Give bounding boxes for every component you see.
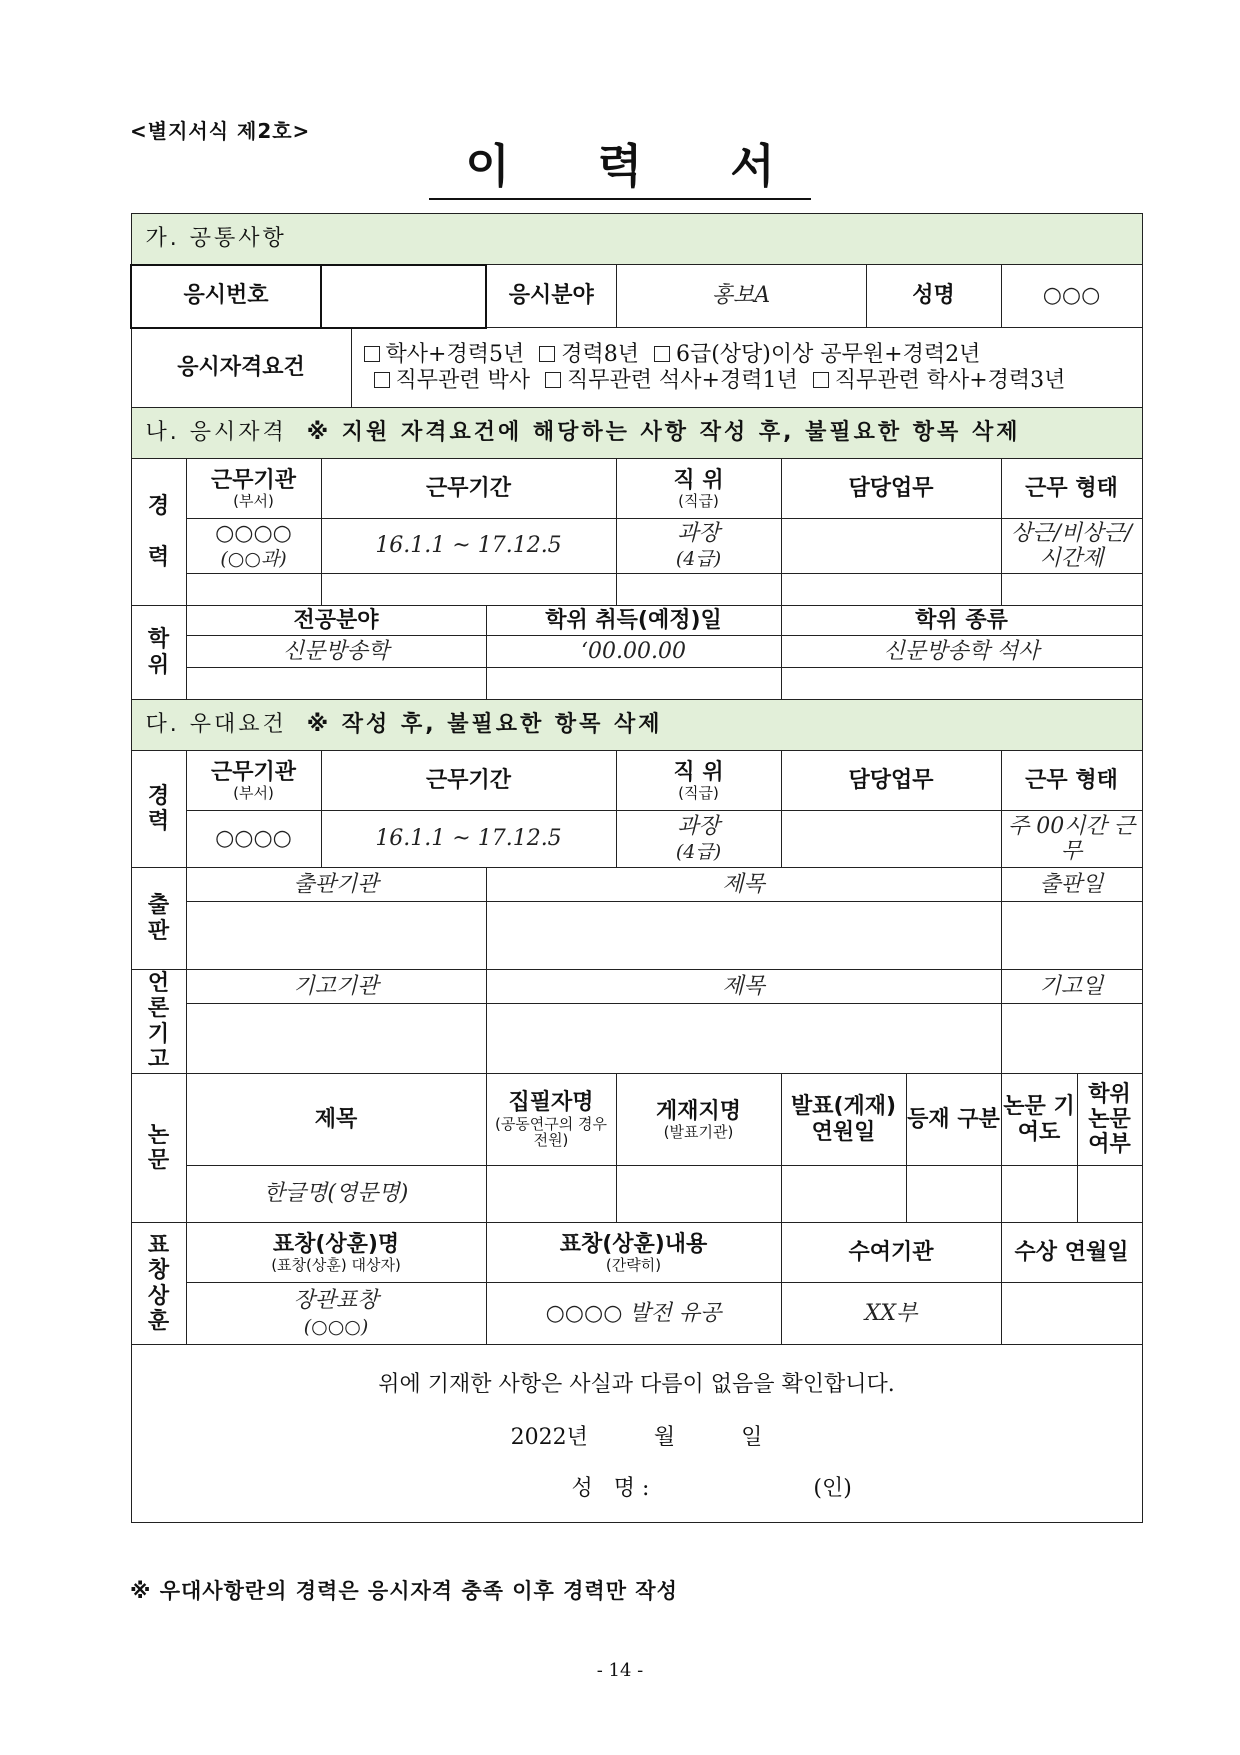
- empty-cell[interactable]: [906, 1166, 1001, 1223]
- col-position: 직 위 (직급): [616, 751, 781, 811]
- col-duty: 담당업무: [781, 751, 1001, 811]
- pref-career-example-position[interactable]: 과장 (4급): [616, 811, 781, 868]
- empty-cell[interactable]: [186, 574, 321, 606]
- col-org: 근무기관 (부서): [186, 459, 321, 519]
- empty-cell[interactable]: [486, 1166, 616, 1223]
- empty-cell[interactable]: [1077, 1166, 1142, 1223]
- date-year: 2022년: [510, 1424, 588, 1450]
- signature-line: [132, 1476, 1142, 1501]
- form-code: <별지서식 제2호>: [130, 119, 311, 143]
- degree-example-kind[interactable]: 신문방송학 석사: [781, 636, 1142, 668]
- empty-cell[interactable]: [186, 668, 486, 700]
- section-c-note: ※ 작성 후, 불필요한 항목 삭제: [306, 712, 663, 738]
- career-example-position[interactable]: 과장 (4급): [616, 519, 781, 574]
- pref-career-example-type[interactable]: 주 00시간 근무: [1001, 811, 1142, 868]
- col-degree-kind: 학위 종류: [781, 606, 1142, 636]
- career-example-type[interactable]: 상근/비상근/ 시간제: [1001, 519, 1142, 574]
- empty-cell[interactable]: [186, 902, 486, 970]
- empty-cell[interactable]: [486, 902, 1001, 970]
- empty-cell[interactable]: [1001, 1166, 1077, 1223]
- col-contribution-org: 기고기관: [186, 970, 486, 1004]
- pref-career-example-duty[interactable]: [781, 811, 1001, 868]
- career-side-label: 경 력: [131, 459, 186, 606]
- award-example-content[interactable]: ○○○○ 발전 유공: [486, 1283, 781, 1345]
- document-title-wrap: [0, 138, 1240, 200]
- qualification-label: 응시자격요건: [131, 328, 351, 408]
- col-thesis-degree: 학위 논문 여부: [1077, 1074, 1142, 1166]
- empty-cell[interactable]: [616, 574, 781, 606]
- checkbox[interactable]: [545, 372, 561, 388]
- empty-cell[interactable]: [1001, 1004, 1142, 1074]
- col-major: 전공분야: [186, 606, 486, 636]
- col-thesis-author: 집필자명 (공동연구의 경우 전원): [486, 1074, 616, 1166]
- field-label: 응시분야: [486, 265, 616, 328]
- col-duty: 담당업무: [781, 459, 1001, 519]
- col-award-content: 표창(상훈)내용 (간략히): [486, 1223, 781, 1283]
- col-org: 근무기관 (부서): [186, 751, 321, 811]
- career-example-period[interactable]: 16.1.1 ~ 17.12.5: [321, 519, 616, 574]
- degree-side-label: 학 위: [131, 606, 186, 700]
- career-example-org[interactable]: ○○○○ (○○과): [186, 519, 321, 574]
- col-award-date: 수상 연월일: [1001, 1223, 1142, 1283]
- date-month: 월: [653, 1424, 676, 1450]
- col-work-type: 근무 형태: [1001, 459, 1142, 519]
- empty-cell[interactable]: [781, 1166, 906, 1223]
- col-degree-date: 학위 취득(예정)일: [486, 606, 781, 636]
- thesis-example-title[interactable]: 한글명(영문명): [186, 1166, 486, 1223]
- footnote: ※ 우대사항란의 경력은 응시자격 충족 이후 경력만 작성: [130, 1579, 678, 1603]
- name-value[interactable]: ○○○: [1001, 265, 1142, 328]
- checkbox[interactable]: [364, 346, 380, 362]
- col-contribution-date: 기고일: [1001, 970, 1142, 1004]
- document-title: 이 력 서: [429, 138, 810, 200]
- col-period: 근무기간: [321, 459, 616, 519]
- col-thesis-registration: 등재 구분: [906, 1074, 1001, 1166]
- award-example-date[interactable]: [1001, 1283, 1142, 1345]
- checkbox[interactable]: [813, 372, 829, 388]
- empty-cell[interactable]: [486, 1004, 1001, 1074]
- contribution-side-label: 언 론 기 고: [131, 970, 186, 1074]
- career-example-duty[interactable]: [781, 519, 1001, 574]
- section-b-heading: 나. 응시자격 ※ 지원 자격요건에 해당하는 사항 작성 후, 불필요한 항목 삭제: [131, 408, 1142, 459]
- empty-cell[interactable]: [486, 668, 781, 700]
- col-thesis-contribution: 논문 기여도: [1001, 1074, 1077, 1166]
- degree-example-major[interactable]: 신문방송학: [186, 636, 486, 668]
- pref-career-example-period[interactable]: 16.1.1 ~ 17.12.5: [321, 811, 616, 868]
- col-award-org: 수여기관: [781, 1223, 1001, 1283]
- qualification-row-1: 학사+경력5년 경력8년 6급(상당)이상 공무원+경력2년: [364, 342, 1142, 367]
- thesis-side-label: 논 문: [131, 1074, 186, 1223]
- col-contribution-title: 제목: [486, 970, 1001, 1004]
- sign-label: 성 명 :: [571, 1476, 650, 1502]
- checkbox[interactable]: [654, 346, 670, 362]
- seal-mark: (인): [813, 1476, 852, 1502]
- qualification-options: [351, 328, 1142, 408]
- checkbox[interactable]: [374, 372, 390, 388]
- field-value[interactable]: 홍보A: [616, 265, 866, 328]
- publication-side-label: 출 판: [131, 868, 186, 970]
- col-publication-date: 출판일: [1001, 868, 1142, 902]
- section-b-note: ※ 지원 자격요건에 해당하는 사항 작성 후, 불필요한 항목 삭제: [306, 420, 1021, 446]
- empty-cell[interactable]: [186, 1004, 486, 1074]
- exam-no-label: 응시번호: [131, 265, 321, 328]
- confirmation-statement: 위에 기재한 사항은 사실과 다름이 없음을 확인합니다.: [378, 1371, 895, 1397]
- col-thesis-title: 제목: [186, 1074, 486, 1166]
- exam-no-field[interactable]: [321, 265, 486, 328]
- col-thesis-journal: 게재지명 (발표기관): [616, 1074, 781, 1166]
- name-label: 성명: [866, 265, 1001, 328]
- empty-cell[interactable]: [616, 1166, 781, 1223]
- col-position: 직 위 (직급): [616, 459, 781, 519]
- empty-cell[interactable]: [321, 574, 616, 606]
- col-publisher: 출판기관: [186, 868, 486, 902]
- date-day: 일: [741, 1424, 763, 1450]
- section-a-heading: 가. 공통사항: [131, 214, 1142, 265]
- confirmation-date: [132, 1425, 1142, 1450]
- empty-cell[interactable]: [781, 668, 1142, 700]
- empty-cell[interactable]: [781, 574, 1001, 606]
- page-number: - 14 -: [596, 1660, 644, 1681]
- empty-cell[interactable]: [1001, 574, 1142, 606]
- degree-example-date[interactable]: ‘00.00.00: [486, 636, 781, 668]
- qualification-row-2: 직무관련 박사 직무관련 석사+경력1년 직무관련 학사+경력3년: [364, 368, 1142, 393]
- award-example-org[interactable]: XX부: [781, 1283, 1001, 1345]
- resume-form-table: [130, 213, 1143, 1523]
- col-period: 근무기간: [321, 751, 616, 811]
- empty-cell[interactable]: [1001, 902, 1142, 970]
- col-publication-title: 제목: [486, 868, 1001, 902]
- section-c-heading: 다. 우대요건 ※ 작성 후, 불필요한 항목 삭제: [131, 700, 1142, 751]
- award-side-label: 표 창 상 훈: [131, 1223, 186, 1345]
- confirmation-block: [131, 1345, 1142, 1523]
- pref-career-side-label: 경 력: [131, 751, 186, 868]
- pref-career-example-org[interactable]: ○○○○: [186, 811, 321, 868]
- col-award-name: 표창(상훈)명 (표창(상훈) 대상자): [186, 1223, 486, 1283]
- checkbox[interactable]: [539, 346, 555, 362]
- col-work-type: 근무 형태: [1001, 751, 1142, 811]
- col-thesis-date: 발표(게재) 연원일: [781, 1074, 906, 1166]
- award-example-name[interactable]: 장관표창 (○○○): [186, 1283, 486, 1345]
